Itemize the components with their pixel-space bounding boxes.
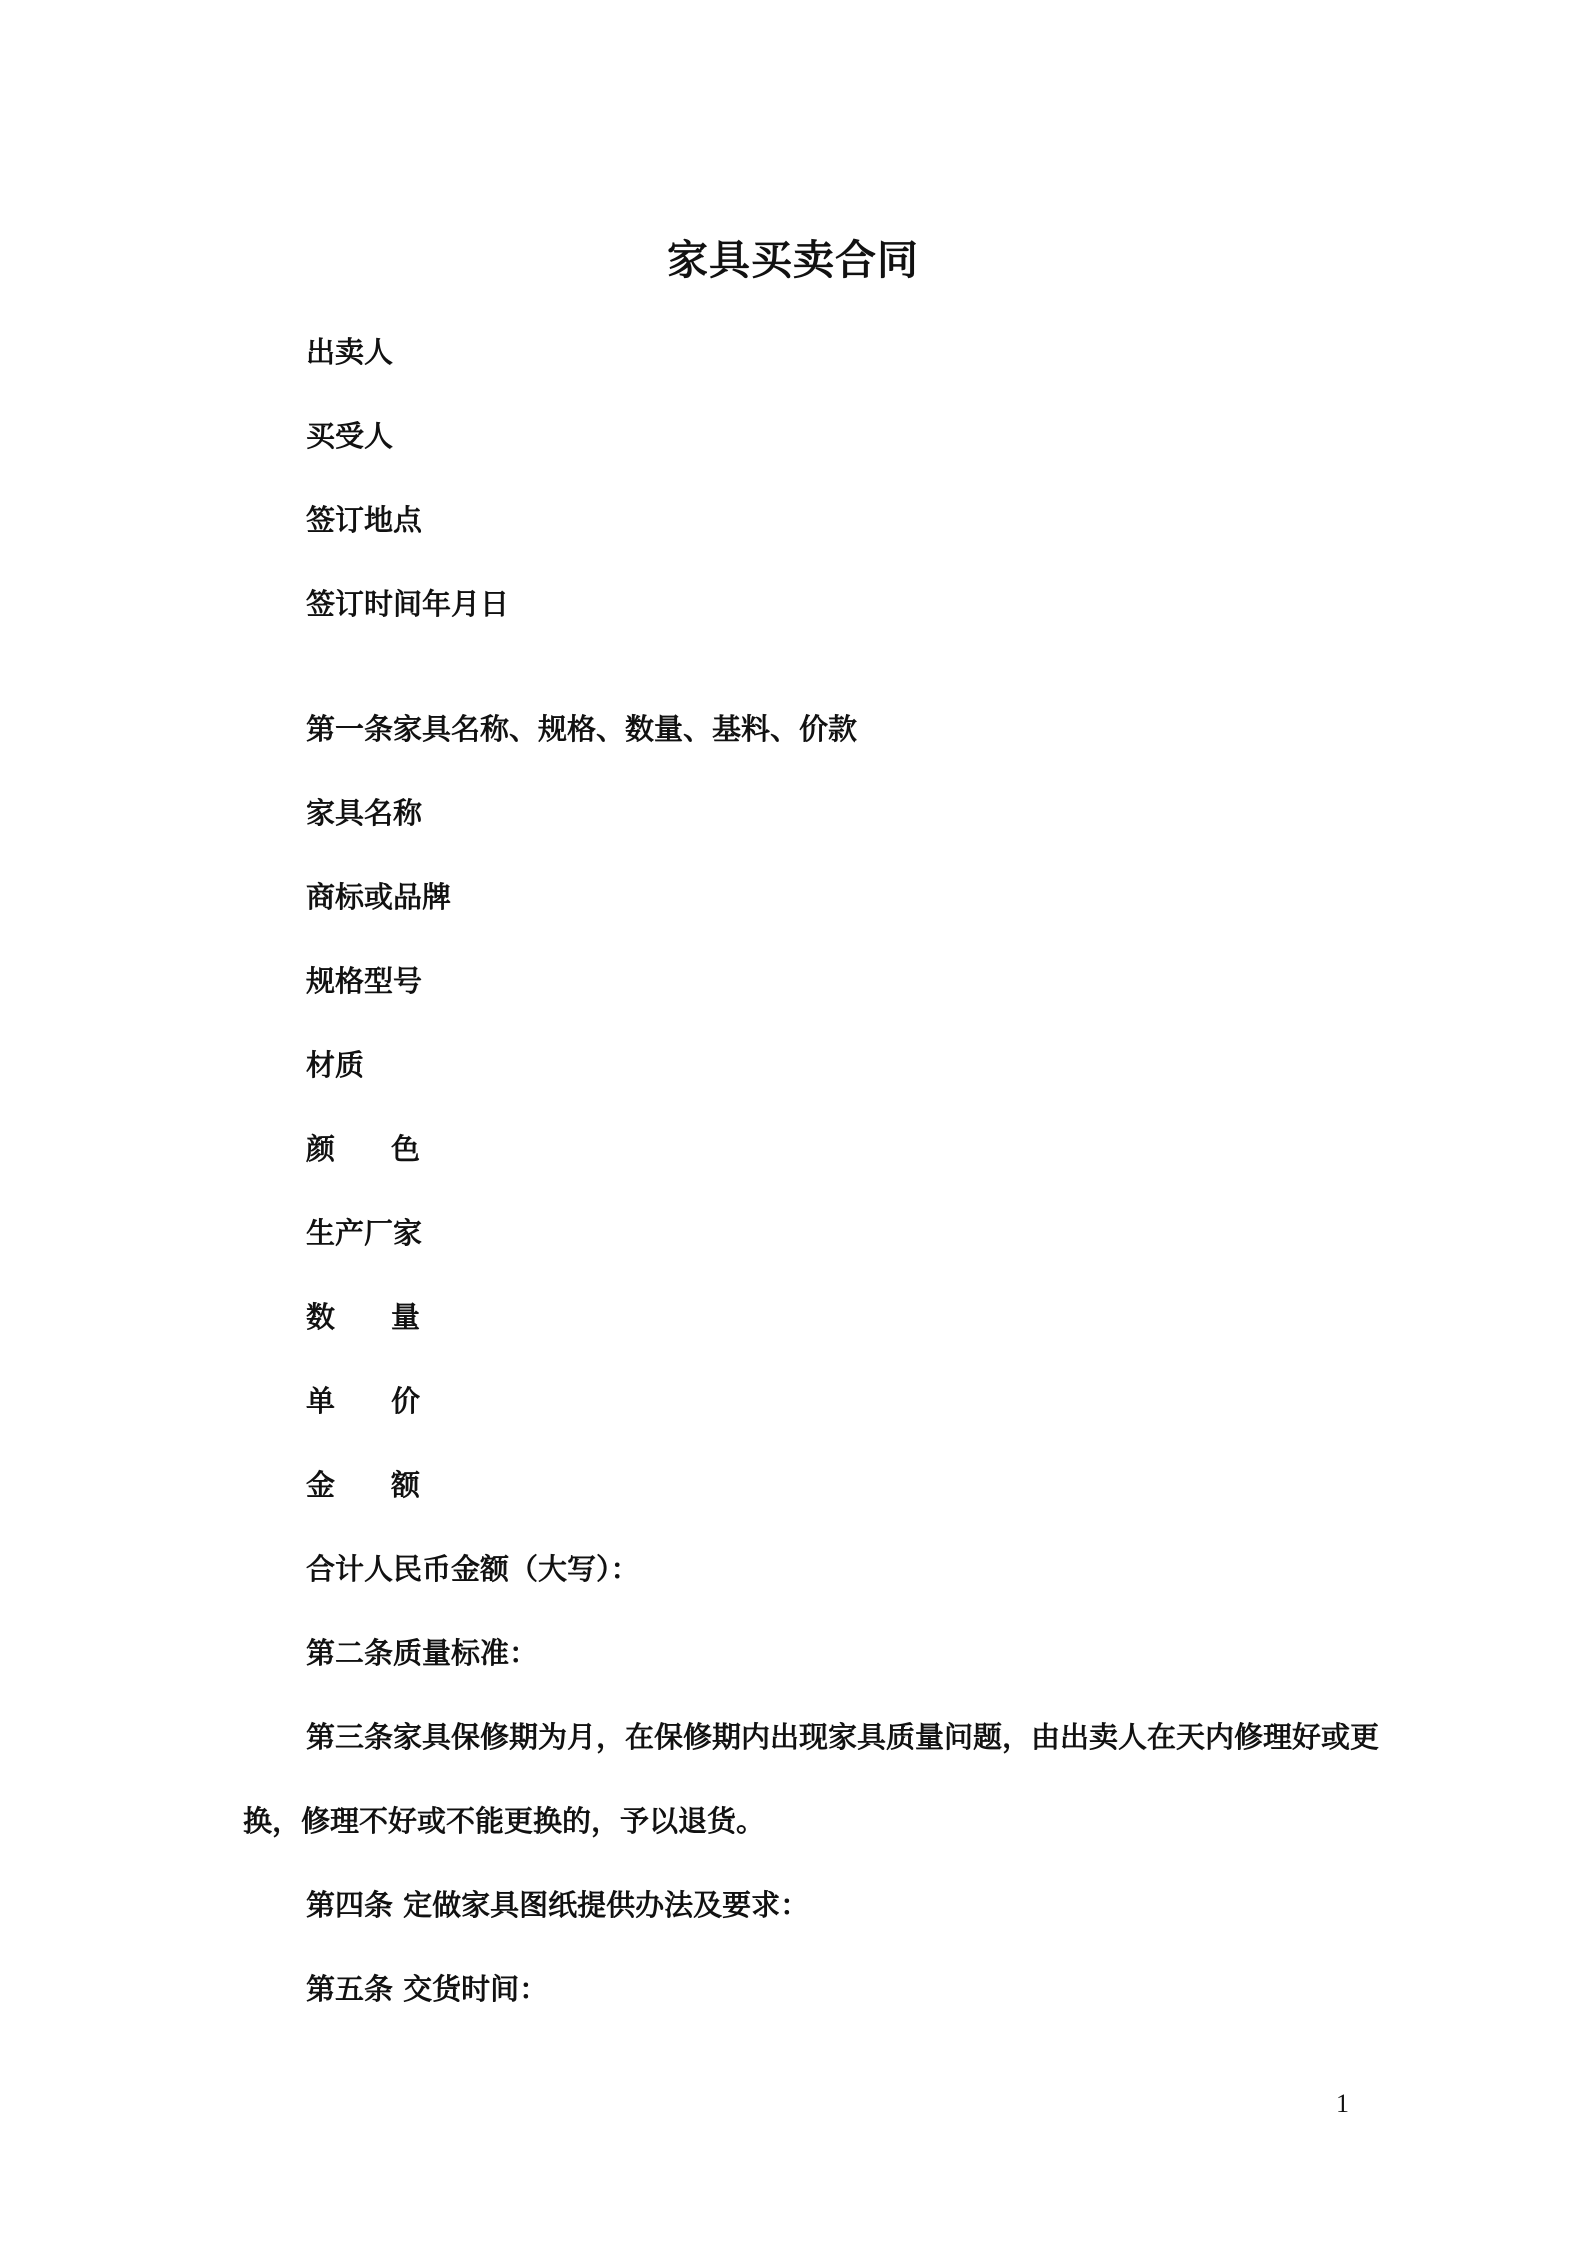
quantity-field — [306, 1296, 420, 1338]
unit-price-field-char-1: 单 — [306, 1384, 336, 1418]
article-4-label: 第四条 — [306, 1888, 394, 1922]
quantity-field-char-2: 量 — [391, 1300, 421, 1334]
model-field: 规格型号 — [306, 964, 423, 998]
page-number: 1 — [1336, 2089, 1349, 2118]
article-3-line-2: 换，修理不好或不能更换的，予以退货。 — [243, 1804, 766, 1838]
manufacturer-field: 生产厂家 — [306, 1216, 423, 1250]
article-4-text: 定做家具图纸提供办法及要求： — [403, 1888, 810, 1922]
color-field-char-2: 色 — [391, 1132, 421, 1166]
signing-place-field: 签订地点 — [306, 503, 423, 537]
article-5 — [306, 1968, 548, 2010]
color-field — [306, 1128, 420, 1170]
material-field: 材质 — [306, 1048, 365, 1082]
contract-title: 家具买卖合同 — [667, 236, 919, 284]
article-5-text: 交货时间： — [403, 1972, 549, 2006]
quantity-field-char-1: 数 — [306, 1300, 336, 1334]
amount-field-char-2: 额 — [391, 1468, 421, 1502]
unit-price-field — [306, 1380, 420, 1422]
article-4 — [306, 1884, 809, 1926]
buyer-field: 买受人 — [306, 419, 394, 453]
total-amount-field: 合计人民币金额（大写）： — [306, 1552, 640, 1586]
article-1-heading: 第一条家具名称、规格、数量、基料、价款 — [306, 712, 858, 746]
furniture-name-field: 家具名称 — [306, 796, 423, 830]
amount-field — [306, 1464, 420, 1506]
amount-field-char-1: 金 — [306, 1468, 336, 1502]
article-5-label: 第五条 — [306, 1972, 394, 2006]
signing-date-field: 签订时间年月日 — [306, 587, 510, 621]
article-2-heading: 第二条质量标准： — [306, 1636, 539, 1670]
unit-price-field-char-2: 价 — [391, 1384, 421, 1418]
brand-field: 商标或品牌 — [306, 880, 452, 914]
seller-field: 出卖人 — [306, 335, 394, 369]
article-3-line-1: 第三条家具保修期为月，在保修期内出现家具质量问题，由出卖人在天内修理好或更 — [306, 1720, 1380, 1754]
color-field-char-1: 颜 — [306, 1132, 336, 1166]
